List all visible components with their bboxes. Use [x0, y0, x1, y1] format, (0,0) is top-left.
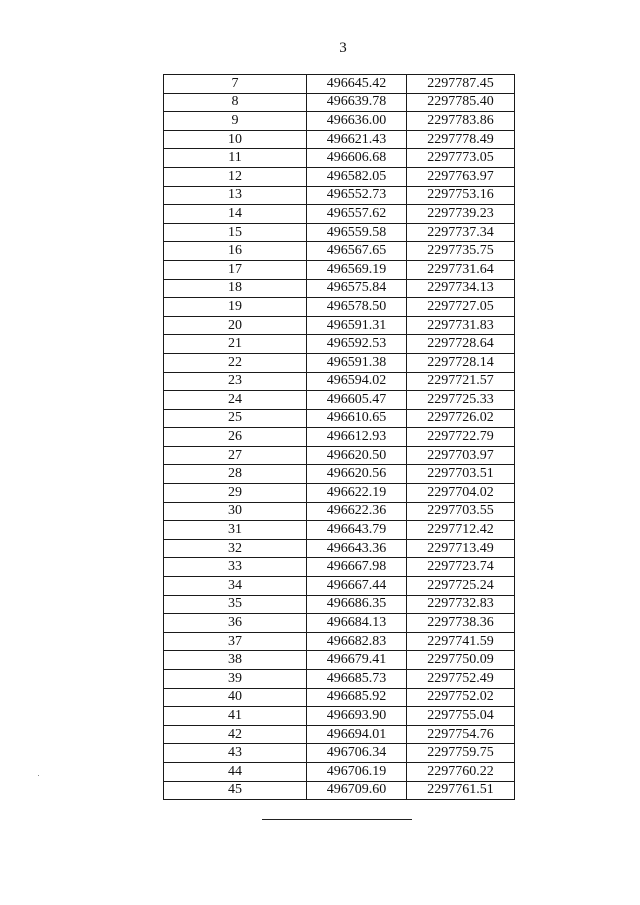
table-row — [164, 744, 515, 763]
point-number-cell: 8 — [164, 93, 307, 112]
x-coordinate-cell: 496612.93 — [307, 428, 407, 447]
table-row — [164, 353, 515, 372]
table-row — [164, 372, 515, 391]
point-number-cell: 32 — [164, 539, 307, 558]
y-coordinate-cell: 2297739.23 — [407, 205, 515, 224]
y-coordinate-cell: 2297703.55 — [407, 502, 515, 521]
y-coordinate-cell: 2297728.64 — [407, 335, 515, 354]
point-number-cell: 13 — [164, 186, 307, 205]
y-coordinate-cell: 2297725.24 — [407, 577, 515, 596]
point-number-cell: 29 — [164, 484, 307, 503]
x-coordinate-cell: 496591.31 — [307, 316, 407, 335]
point-number-cell: 30 — [164, 502, 307, 521]
y-coordinate-cell: 2297778.49 — [407, 130, 515, 149]
x-coordinate-cell: 496567.65 — [307, 242, 407, 261]
x-coordinate-cell: 496667.44 — [307, 577, 407, 596]
table-row — [164, 707, 515, 726]
y-coordinate-cell: 2297731.64 — [407, 260, 515, 279]
y-coordinate-cell: 2297741.59 — [407, 632, 515, 651]
x-coordinate-cell: 496685.92 — [307, 688, 407, 707]
point-number-cell: 17 — [164, 260, 307, 279]
x-coordinate-cell: 496594.02 — [307, 372, 407, 391]
point-number-cell: 31 — [164, 521, 307, 540]
x-coordinate-cell: 496706.34 — [307, 744, 407, 763]
y-coordinate-cell: 2297731.83 — [407, 316, 515, 335]
y-coordinate-cell: 2297750.09 — [407, 651, 515, 670]
point-number-cell: 18 — [164, 279, 307, 298]
table-row — [164, 205, 515, 224]
point-number-cell: 33 — [164, 558, 307, 577]
point-number-cell: 16 — [164, 242, 307, 261]
table-row — [164, 130, 515, 149]
point-number-cell: 36 — [164, 614, 307, 633]
y-coordinate-cell: 2297721.57 — [407, 372, 515, 391]
x-coordinate-cell: 496643.79 — [307, 521, 407, 540]
y-coordinate-cell: 2297723.74 — [407, 558, 515, 577]
point-number-cell: 7 — [164, 75, 307, 94]
y-coordinate-cell: 2297725.33 — [407, 391, 515, 410]
x-coordinate-cell: 496591.38 — [307, 353, 407, 372]
x-coordinate-cell: 496606.68 — [307, 149, 407, 168]
point-number-cell: 38 — [164, 651, 307, 670]
point-number-cell: 10 — [164, 130, 307, 149]
point-number-cell: 9 — [164, 112, 307, 131]
point-number-cell: 25 — [164, 409, 307, 428]
y-coordinate-cell: 2297753.16 — [407, 186, 515, 205]
y-coordinate-cell: 2297754.76 — [407, 725, 515, 744]
x-coordinate-cell: 496620.50 — [307, 446, 407, 465]
point-number-cell: 43 — [164, 744, 307, 763]
y-coordinate-cell: 2297787.45 — [407, 75, 515, 94]
point-number-cell: 45 — [164, 781, 307, 800]
point-number-cell: 24 — [164, 391, 307, 410]
x-coordinate-cell: 496578.50 — [307, 298, 407, 317]
x-coordinate-cell: 496693.90 — [307, 707, 407, 726]
x-coordinate-cell: 496682.83 — [307, 632, 407, 651]
y-coordinate-cell: 2297783.86 — [407, 112, 515, 131]
coordinates-table — [163, 74, 515, 800]
x-coordinate-cell: 496639.78 — [307, 93, 407, 112]
point-number-cell: 44 — [164, 762, 307, 781]
point-number-cell: 26 — [164, 428, 307, 447]
y-coordinate-cell: 2297732.83 — [407, 595, 515, 614]
table-row — [164, 595, 515, 614]
table-row — [164, 428, 515, 447]
x-coordinate-cell: 496592.53 — [307, 335, 407, 354]
table-row — [164, 670, 515, 689]
y-coordinate-cell: 2297785.40 — [407, 93, 515, 112]
point-number-cell: 11 — [164, 149, 307, 168]
end-rule — [262, 819, 412, 820]
y-coordinate-cell: 2297704.02 — [407, 484, 515, 503]
y-coordinate-cell: 2297752.49 — [407, 670, 515, 689]
y-coordinate-cell: 2297752.02 — [407, 688, 515, 707]
table-row — [164, 688, 515, 707]
table-row — [164, 502, 515, 521]
point-number-cell: 28 — [164, 465, 307, 484]
point-number-cell: 41 — [164, 707, 307, 726]
point-number-cell: 42 — [164, 725, 307, 744]
y-coordinate-cell: 2297761.51 — [407, 781, 515, 800]
margin-mark — [38, 775, 39, 776]
y-coordinate-cell: 2297755.04 — [407, 707, 515, 726]
x-coordinate-cell: 496582.05 — [307, 167, 407, 186]
x-coordinate-cell: 496694.01 — [307, 725, 407, 744]
point-number-cell: 39 — [164, 670, 307, 689]
point-number-cell: 15 — [164, 223, 307, 242]
point-number-cell: 21 — [164, 335, 307, 354]
table-row — [164, 149, 515, 168]
x-coordinate-cell: 496605.47 — [307, 391, 407, 410]
table-row — [164, 167, 515, 186]
y-coordinate-cell: 2297738.36 — [407, 614, 515, 633]
table-row — [164, 112, 515, 131]
table-row — [164, 577, 515, 596]
table-row — [164, 446, 515, 465]
x-coordinate-cell: 496557.62 — [307, 205, 407, 224]
x-coordinate-cell: 496645.42 — [307, 75, 407, 94]
point-number-cell: 23 — [164, 372, 307, 391]
x-coordinate-cell: 496684.13 — [307, 614, 407, 633]
y-coordinate-cell: 2297727.05 — [407, 298, 515, 317]
x-coordinate-cell: 496709.60 — [307, 781, 407, 800]
y-coordinate-cell: 2297759.75 — [407, 744, 515, 763]
table-row — [164, 465, 515, 484]
table-row — [164, 242, 515, 261]
y-coordinate-cell: 2297737.34 — [407, 223, 515, 242]
x-coordinate-cell: 496569.19 — [307, 260, 407, 279]
table-row — [164, 93, 515, 112]
x-coordinate-cell: 496622.36 — [307, 502, 407, 521]
y-coordinate-cell: 2297760.22 — [407, 762, 515, 781]
x-coordinate-cell: 496636.00 — [307, 112, 407, 131]
y-coordinate-cell: 2297713.49 — [407, 539, 515, 558]
x-coordinate-cell: 496667.98 — [307, 558, 407, 577]
x-coordinate-cell: 496552.73 — [307, 186, 407, 205]
point-number-cell: 27 — [164, 446, 307, 465]
table-row — [164, 521, 515, 540]
x-coordinate-cell: 496706.19 — [307, 762, 407, 781]
x-coordinate-cell: 496679.41 — [307, 651, 407, 670]
point-number-cell: 14 — [164, 205, 307, 224]
coordinates-table-body — [164, 75, 515, 800]
table-row — [164, 409, 515, 428]
y-coordinate-cell: 2297734.13 — [407, 279, 515, 298]
point-number-cell: 20 — [164, 316, 307, 335]
table-row — [164, 651, 515, 670]
x-coordinate-cell: 496621.43 — [307, 130, 407, 149]
x-coordinate-cell: 496686.35 — [307, 595, 407, 614]
table-row — [164, 539, 515, 558]
y-coordinate-cell: 2297722.79 — [407, 428, 515, 447]
table-row — [164, 614, 515, 633]
y-coordinate-cell: 2297703.97 — [407, 446, 515, 465]
x-coordinate-cell: 496643.36 — [307, 539, 407, 558]
point-number-cell: 35 — [164, 595, 307, 614]
table-row — [164, 279, 515, 298]
table-row — [164, 781, 515, 800]
point-number-cell: 19 — [164, 298, 307, 317]
table-row — [164, 223, 515, 242]
point-number-cell: 22 — [164, 353, 307, 372]
x-coordinate-cell: 496559.58 — [307, 223, 407, 242]
x-coordinate-cell: 496622.19 — [307, 484, 407, 503]
x-coordinate-cell: 496685.73 — [307, 670, 407, 689]
table-row — [164, 186, 515, 205]
table-row — [164, 298, 515, 317]
page-number: 3 — [339, 40, 347, 56]
y-coordinate-cell: 2297726.02 — [407, 409, 515, 428]
x-coordinate-cell: 496575.84 — [307, 279, 407, 298]
table-row — [164, 391, 515, 410]
table-row — [164, 75, 515, 94]
table-row — [164, 335, 515, 354]
point-number-cell: 12 — [164, 167, 307, 186]
y-coordinate-cell: 2297735.75 — [407, 242, 515, 261]
y-coordinate-cell: 2297712.42 — [407, 521, 515, 540]
table-row — [164, 484, 515, 503]
x-coordinate-cell: 496610.65 — [307, 409, 407, 428]
point-number-cell: 37 — [164, 632, 307, 651]
point-number-cell: 40 — [164, 688, 307, 707]
table-row — [164, 725, 515, 744]
y-coordinate-cell: 2297763.97 — [407, 167, 515, 186]
y-coordinate-cell: 2297703.51 — [407, 465, 515, 484]
table-row — [164, 558, 515, 577]
y-coordinate-cell: 2297728.14 — [407, 353, 515, 372]
table-row — [164, 316, 515, 335]
x-coordinate-cell: 496620.56 — [307, 465, 407, 484]
point-number-cell: 34 — [164, 577, 307, 596]
table-row — [164, 260, 515, 279]
table-row — [164, 632, 515, 651]
y-coordinate-cell: 2297773.05 — [407, 149, 515, 168]
table-row — [164, 762, 515, 781]
